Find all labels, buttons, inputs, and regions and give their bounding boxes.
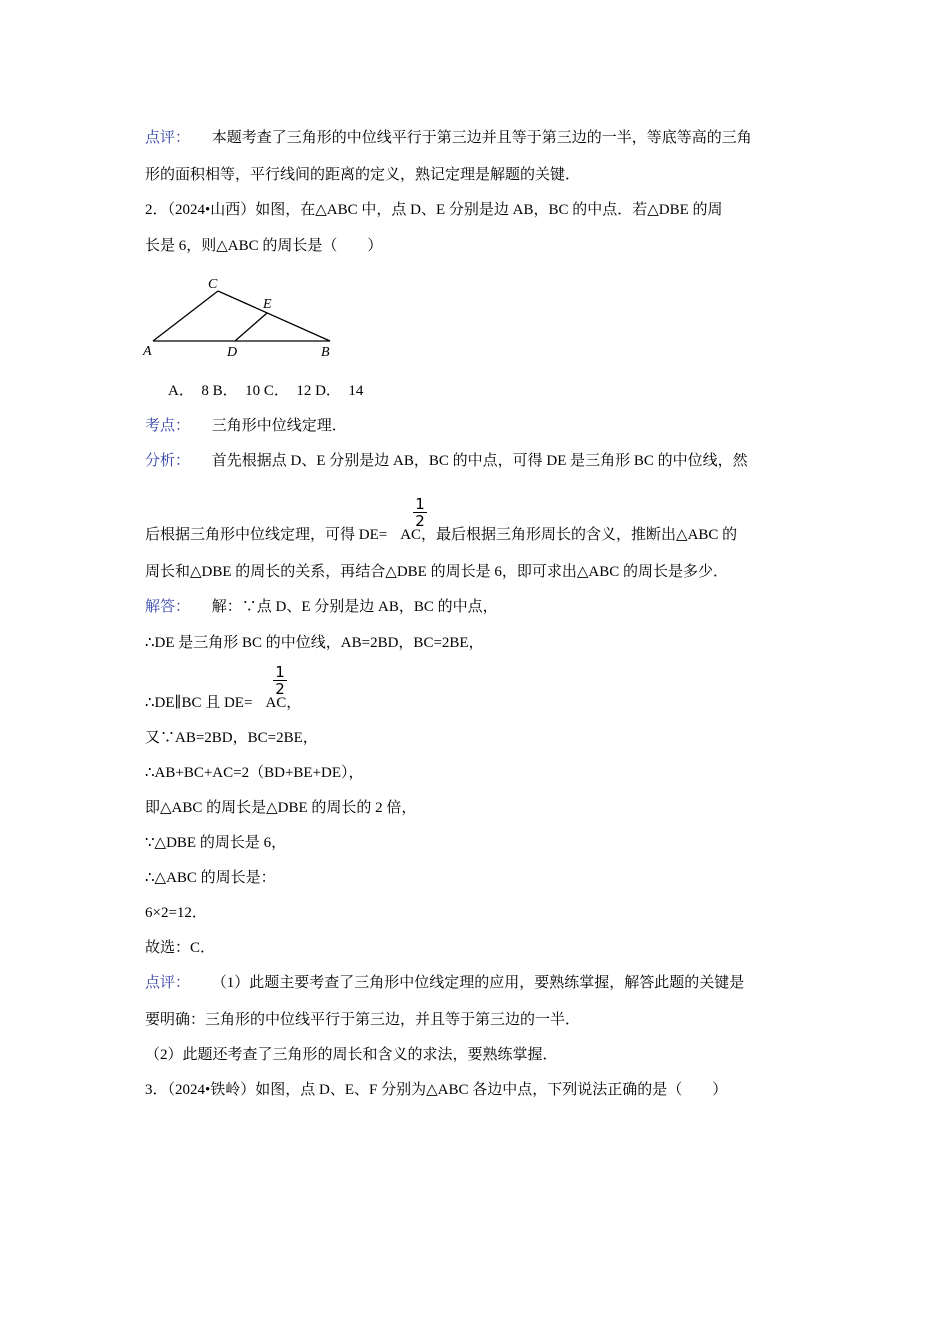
review-2-tag: 点评： bbox=[145, 975, 191, 991]
kaodian-tag: 考点： bbox=[145, 418, 191, 434]
jieda-line-2: ∴DE 是三角形 BC 的中位线，AB=2BD，BC=2BE， bbox=[145, 635, 484, 651]
label-a: A bbox=[143, 344, 152, 359]
fraction-numerator: 1 bbox=[275, 663, 285, 681]
review-2-text-1: （1）此题主要考查了三角形中位线定理的应用，要熟练掌握，解答此题的关键是 bbox=[211, 975, 745, 991]
jieda-line-3 bbox=[145, 693, 301, 713]
jieda-line-8: ∴△ABC 的周长是： bbox=[145, 870, 276, 886]
jieda-text-3a: ∴DE∥BC 且 DE= bbox=[145, 695, 253, 711]
kaodian-line bbox=[145, 416, 347, 436]
review-tag: 点评： bbox=[145, 130, 191, 146]
review-2-line-2: 要明确：三角形的中位线平行于第三边，并且等于第三边的一半． bbox=[145, 1012, 581, 1028]
jieda-line-1 bbox=[145, 597, 498, 617]
segment-cb bbox=[218, 291, 330, 341]
fenxi-line-3: 周长和△DBE 的周长的关系，再结合△DBE 的周长是 6，即可求出△ABC 的周长是多少． bbox=[145, 564, 728, 580]
jieda-tag: 解答： bbox=[145, 599, 191, 615]
jieda-line-6: 即△ABC 的周长是△DBE 的周长的 2 倍， bbox=[145, 800, 417, 816]
jieda-line-9: 6×2=12． bbox=[145, 905, 207, 921]
segment-de bbox=[235, 313, 267, 341]
label-b: B bbox=[321, 345, 330, 360]
review-2-line-1 bbox=[145, 973, 744, 993]
fenxi-line-1 bbox=[145, 451, 748, 471]
jieda-line-10: 故选：C． bbox=[145, 940, 216, 956]
fraction-denominator: 2 bbox=[413, 512, 427, 529]
question-3-stem: 3．（2024•铁岭）如图，点 D、E、F 分别为△ABC 各边中点，下列说法正确的是（ ） bbox=[145, 1082, 728, 1098]
review-1-line-2: 形的面积相等，平行线间的距离的定义，熟记定理是解题的关键． bbox=[145, 167, 581, 183]
jieda-line-5: ∴AB+BC+AC=2（BD+BE+DE）， bbox=[145, 765, 364, 781]
triangle-figure bbox=[140, 270, 340, 365]
fenxi-tag: 分析： bbox=[145, 453, 191, 469]
fraction-numerator: 1 bbox=[415, 495, 425, 513]
fenxi-text-1: 首先根据点 D、E 分别是边 AB，BC 的中点，可得 DE 是三角形 BC 的中位线，然 bbox=[211, 453, 748, 469]
fraction-denominator: 2 bbox=[273, 680, 287, 697]
fenxi-text-2a: 后根据三角形中位线定理，可得 DE= bbox=[145, 527, 388, 543]
label-d: D bbox=[227, 345, 238, 360]
review-text: 本题考查了三角形的中位线平行于第三边并且等于第三边的一半，等底等高的三角 bbox=[211, 130, 752, 146]
label-c: C bbox=[208, 277, 218, 292]
review-1-line-1 bbox=[145, 128, 752, 148]
segment-ac bbox=[153, 291, 218, 341]
question-2-stem-line-2: 长是 6，则△ABC 的周长是（ ） bbox=[145, 238, 383, 254]
jieda-text-3b: AC， bbox=[265, 695, 302, 711]
jieda-line-7: ∵△DBE 的周长是 6， bbox=[145, 835, 287, 851]
fenxi-text-2b: AC，最后根据三角形周长的含义，推断出△ABC 的 bbox=[400, 527, 738, 543]
jieda-text-1: 解：∵点 D、E 分别是边 AB，BC 的中点， bbox=[211, 599, 498, 615]
review-2-line-3: （2）此题还考查了三角形的周长和含义的求法，要熟练掌握． bbox=[145, 1047, 558, 1063]
label-e: E bbox=[263, 297, 272, 312]
question-2-stem-line-1: 2．（2024•山西）如图，在△ABC 中，点 D、E 分别是边 AB，BC 的中点．若△DBE 的周 bbox=[145, 202, 723, 218]
answer-options: A． 8 B． 10 C． 12 D． 14 bbox=[168, 383, 364, 399]
kaodian-text: 三角形中位线定理． bbox=[211, 418, 347, 434]
fenxi-line-2 bbox=[145, 525, 737, 545]
jieda-line-4: 又∵AB=2BD，BC=2BE， bbox=[145, 730, 318, 746]
